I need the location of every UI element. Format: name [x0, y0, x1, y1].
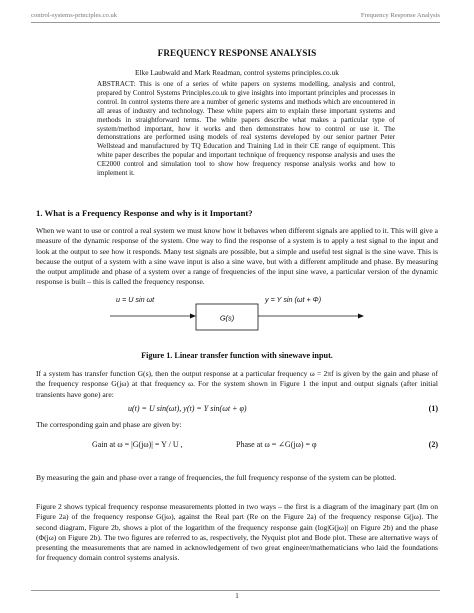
header-right: Frequency Response Analysis	[360, 12, 440, 19]
diagram-output-label: y = Y sin (ωt + Φ)	[265, 295, 322, 304]
equation-1	[128, 404, 247, 413]
paragraph-3: The corresponding gain and phase are given by:	[36, 420, 182, 429]
authors-line: Elke Laubwald and Mark Readman, control systems principles.co.uk	[134, 68, 339, 77]
equation-2-number: (2)	[428, 440, 438, 449]
paragraph-1: When we want to use or control a real system we must know how it behaves when different signals are applied to it. This will give a measure of the dynamic response of the system. One way to find the response of a system is to apply a test signal to the input and look at the output to see how it responds. Many test signals are possible, but a simple and useful test signal is the sine wave. This is because the output of a system with a sine wave input is also a sine wave, but with a different amplitude and phase. By measuring the output amplitude and phase of a system over a range of frequencies of the input sine wave, a particular version of the dynamic response is built – this is called the frequency response.	[36, 226, 438, 287]
header-left: control-systems-principles.co.uk	[31, 12, 118, 19]
figure-1-block-diagram	[110, 292, 370, 344]
diagram-input-label: u = U sin ωt	[116, 295, 155, 304]
diagram-output-arrowhead	[358, 314, 364, 319]
footer-rule	[31, 590, 440, 591]
section-1-heading: 1. What is a Frequency Response and why is it Important?	[36, 208, 253, 218]
paragraph-5: Figure 2 shows typical frequency response measurements plotted in two ways – the first is a diagram of the imaginary part (Im on Figure 2a) of the frequency response G(jω), against the Real part (Re on the Figure 2a) of the frequency response G(jω). The second diagram, Figure 2b, shows a plot of the logarithm of the frequency response gain (log|G(jω)| on Figure 2b) and the phase (Φ(jω) on Figure 2b). The two figures are referred to as, respectively, the Nyquist plot and Bode plot. These are alternative ways of presenting the measurements that are named in acknowledgement of two great engineer/mathematicians who laid the foundations for frequency domain control systems analysis.	[36, 502, 438, 563]
equation-2-gain: Gain at ω = |G(jω)| = Y / U ,	[92, 440, 183, 449]
equation-1-number: (1)	[428, 404, 438, 413]
diagram-input-arrowhead	[190, 314, 196, 319]
paragraph-2: If a system has transfer function G(s), then the output response at a particular frequency ω = 2πf is given by the gain and phase of the frequency response G(jω) at that frequency ω. For the system shown in Figure 1 the input and output signals (after initial transients have gone) are:	[36, 369, 438, 399]
equation-2-phase: Phase at ω = ∠G(jω) = φ	[236, 440, 317, 449]
diagram-block-label: G(s)	[219, 313, 235, 323]
header-rule	[31, 22, 440, 23]
equation-1-text: u(t) = U sin(ωt), y(t) = Y sin(ωt + φ)	[128, 404, 247, 413]
paragraph-4: By measuring the gain and phase over a range of frequencies, the full frequency response of the system can be plotted.	[36, 473, 397, 482]
figure-1-caption: Figure 1. Linear transfer function with sinewave input.	[141, 351, 333, 360]
abstract-paragraph: ABSTRACT: This is one of a series of white papers on systems modelling, analysis and control, prepared by Control Systems Principles.co.uk to give insights into important principles and processes in control. In control systems there are a number of generic systems and methods which are encountered in all areas of industry and technology. These white papers aim to explain these important systems and methods in straightforward terms. The white papers describe what makes a particular type of system/method important, how it works and then demonstrates how to control or use it. The demonstrations are performed using models of real systems developed by our senior partner Peter Wellstead and manufactured by TQ Education and Training Ltd in their CE range of equipment. This white paper describes the popular and important technique of frequency response analysis and uses the CE2000 control and simulation tool to show how frequency response analysis works and how to implement it.	[97, 80, 395, 178]
page-number: 1	[235, 592, 239, 600]
paper-title: FREQUENCY RESPONSE ANALYSIS	[157, 48, 317, 58]
